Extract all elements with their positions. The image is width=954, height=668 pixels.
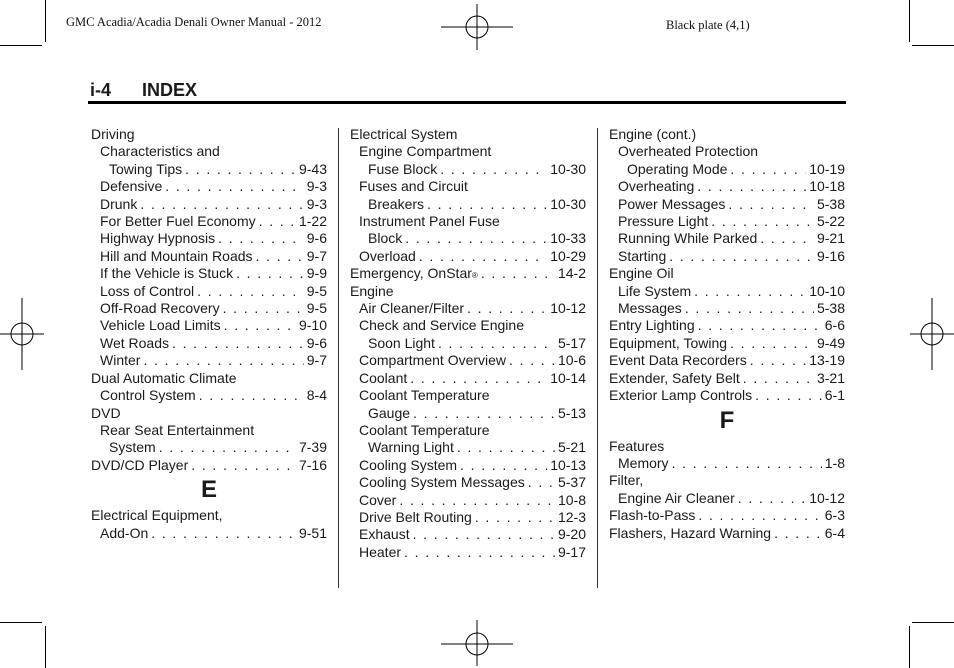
index-entry (350, 213, 586, 230)
index-entry-text: Power Messages (618, 195, 726, 212)
dot-leader (191, 457, 296, 474)
index-entry-text: Flash-to-Pass (609, 507, 696, 524)
index-entry-text: Check and Service Engine (359, 317, 524, 334)
index-entry-text: Event Data Recorders (609, 352, 747, 369)
index-entry-text: Messages (618, 300, 682, 317)
index-entry (91, 248, 327, 265)
crop-mark (912, 622, 954, 623)
dot-leader (697, 178, 806, 195)
index-entry (609, 196, 845, 213)
index-entry-text: Winter (100, 352, 141, 369)
index-entry (609, 472, 845, 489)
index-column-1 (91, 126, 327, 542)
dot-leader (224, 317, 296, 334)
index-entry (609, 352, 845, 369)
index-page-ref: 10-13 (550, 456, 586, 473)
crop-mark (45, 0, 46, 42)
index-entry (91, 457, 327, 474)
index-entry-text: Warning Light (368, 439, 454, 456)
index-entry (609, 248, 845, 265)
index-page-ref: 9-7 (306, 352, 327, 369)
index-entry (350, 439, 586, 456)
index-entry (350, 526, 586, 543)
index-entry (350, 178, 586, 195)
index-entry (91, 143, 327, 160)
index-entry (91, 317, 327, 334)
index-entry-text: Life System (618, 282, 692, 299)
index-entry-text: Engine Oil (609, 265, 674, 282)
index-entry-text: Air Cleaner/Filter (359, 300, 465, 317)
index-entry-text: Engine Compartment (359, 143, 492, 160)
index-entry-text: Instrument Panel Fuse (359, 213, 500, 230)
index-entry (609, 317, 845, 334)
dot-leader (730, 335, 814, 352)
index-entry (609, 438, 845, 455)
column-divider (338, 128, 339, 588)
dot-leader (143, 352, 303, 369)
index-entry (91, 525, 327, 542)
index-entry (91, 196, 327, 213)
dot-leader (165, 178, 304, 195)
registration-mark-icon (910, 298, 954, 370)
index-page-ref: 14-2 (557, 265, 586, 282)
dot-leader (467, 300, 547, 317)
index-entry (609, 230, 845, 247)
index-entry (350, 370, 586, 387)
index-entry-text: Emergency, OnStar (350, 265, 472, 282)
dot-leader (404, 544, 555, 561)
index-page-ref: 10-29 (550, 247, 586, 264)
dot-leader (738, 490, 806, 507)
index-entry-text: If the Vehicle is Stuck (100, 265, 234, 282)
index-page-ref: 9-6 (306, 230, 327, 247)
index-page-ref: 10-10 (809, 282, 845, 299)
index-entry (350, 161, 586, 178)
dot-leader (743, 370, 814, 387)
index-entry-text: Fuse Block (368, 160, 438, 177)
index-entry (91, 213, 327, 230)
index-entry (91, 439, 327, 456)
index-page-ref: 9-49 (816, 334, 845, 351)
index-entry-text: Exhaust (359, 526, 410, 543)
index-column-3 (609, 126, 845, 542)
index-entry (350, 317, 586, 334)
index-page-ref: 10-33 (550, 230, 586, 247)
dot-leader (440, 161, 547, 178)
index-column-2 (350, 126, 586, 561)
dot-leader (399, 492, 555, 509)
index-entry-text: Coolant (359, 369, 408, 386)
index-entry (609, 490, 845, 507)
index-entry (609, 178, 845, 195)
index-entry (91, 387, 327, 404)
dot-leader (185, 161, 296, 178)
index-entry (350, 509, 586, 526)
dot-leader (755, 387, 822, 404)
index-entry (609, 455, 845, 472)
dot-leader (528, 474, 555, 491)
index-entry-text: Block (368, 230, 403, 247)
index-entry (91, 265, 327, 282)
dot-leader (509, 352, 555, 369)
index-entry-text: Defensive (100, 178, 163, 195)
index-letter-heading: E (200, 476, 217, 504)
index-entry-text: Overload (359, 247, 416, 264)
index-entry-text: Fuses and Circuit (359, 178, 468, 195)
index-page-ref: 10-30 (550, 160, 586, 177)
index-page-ref: 6-4 (824, 524, 845, 541)
index-entry-text: Overheated Protection (618, 143, 759, 160)
index-entry (91, 283, 327, 300)
index-entry-text: Electrical Equipment, (91, 507, 223, 524)
dot-leader (457, 439, 555, 456)
dot-leader (405, 230, 547, 247)
index-entry-text: DVD (91, 404, 121, 421)
dot-leader (218, 230, 304, 247)
index-page-ref: 9-6 (306, 334, 327, 351)
index-page-ref: 10-19 (809, 160, 845, 177)
index-entry-text: For Better Fuel Economy (100, 213, 256, 230)
index-entry (91, 422, 327, 439)
dot-leader (750, 352, 806, 369)
index-page-ref: 9-51 (298, 524, 327, 541)
dot-leader (438, 335, 555, 352)
index-page-ref: 5-17 (557, 334, 586, 351)
index-page-ref: 9-10 (298, 317, 327, 334)
dot-leader (197, 283, 304, 300)
dot-leader (711, 213, 814, 230)
index-entry-text: Starting (618, 247, 667, 264)
index-page-ref: 9-21 (816, 230, 845, 247)
index-entry (609, 126, 845, 143)
dot-leader (730, 161, 806, 178)
index-entry-text: Pressure Light (618, 213, 709, 230)
index-page-ref: 8-4 (306, 387, 327, 404)
index-entry-text: Compartment Overview (359, 352, 507, 369)
index-entry (609, 143, 845, 160)
index-entry (609, 300, 845, 317)
index-page-ref: 9-5 (306, 282, 327, 299)
dot-leader (172, 335, 304, 352)
index-page-ref: 10-6 (557, 352, 586, 369)
registration-mark-icon (0, 298, 44, 370)
index-entry-text: Cooling System (359, 456, 458, 473)
index-entry-text: Equipment, Towing (609, 334, 728, 351)
index-entry-text: Operating Mode (627, 160, 728, 177)
index-page-ref: 9-5 (306, 300, 327, 317)
index-entry (91, 161, 327, 178)
index-entry (91, 507, 327, 524)
dot-leader (256, 248, 304, 265)
index-entry-text: Engine (350, 282, 394, 299)
index-entry-text: Cover (359, 491, 397, 508)
index-entry (350, 422, 586, 439)
index-entry-text: Entry Lighting (609, 317, 695, 334)
index-entry (350, 230, 586, 247)
index-entry-text: Off-Road Recovery (100, 300, 220, 317)
index-entry-text: Towing Tips (109, 160, 183, 177)
section-header (90, 80, 197, 101)
index-entry-text: Dual Automatic Climate (91, 369, 237, 386)
index-entry-text: Characteristics and (100, 143, 220, 160)
index-page-ref: 9-3 (306, 195, 327, 212)
index-entry-text: Electrical System (350, 126, 458, 142)
header-rule (88, 101, 846, 104)
index-entry-text: Gauge (368, 404, 411, 421)
dot-leader (223, 300, 304, 317)
index-entry (609, 370, 845, 387)
index-entry-text: Rear Seat Entertainment (100, 421, 255, 438)
dot-leader (419, 248, 547, 265)
index-entry (609, 213, 845, 230)
registration-mark-icon (441, 4, 513, 50)
index-entry-text: Heater (359, 543, 402, 560)
dot-leader (413, 526, 555, 543)
index-entry-text: Hill and Mountain Roads (100, 247, 253, 264)
index-entry (350, 283, 586, 300)
crop-mark (45, 626, 46, 668)
index-entry-text: Driving (91, 126, 135, 142)
index-entry-text: Drunk (100, 195, 138, 212)
index-page-ref: 6-3 (824, 507, 845, 524)
index-page-ref: 10-8 (557, 491, 586, 508)
index-entry (350, 492, 586, 509)
crop-mark (0, 622, 42, 623)
dot-leader (760, 230, 814, 247)
index-entry (350, 474, 586, 491)
index-page-ref: 9-7 (306, 247, 327, 264)
section-title: INDEX (142, 80, 198, 100)
index-entry (609, 283, 845, 300)
index-entry-text: Highway Hypnosis (100, 230, 216, 247)
dot-leader (774, 525, 822, 542)
index-entry (609, 507, 845, 524)
dot-leader (236, 265, 304, 282)
index-entry-text: Memory (618, 454, 669, 471)
dot-leader (151, 525, 296, 542)
index-entry (350, 352, 586, 369)
index-entry-text: Drive Belt Routing (359, 508, 472, 525)
index-entry-text: Breakers (368, 195, 425, 212)
index-entry (91, 230, 327, 247)
index-entry (350, 248, 586, 265)
index-entry-text: Extender, Safety Belt (609, 369, 740, 386)
index-page-ref: 7-16 (298, 456, 327, 473)
index-entry (350, 300, 586, 317)
dot-leader (698, 317, 822, 334)
index-page-ref: 10-18 (809, 178, 845, 195)
index-entry-text: Cooling System Messages (359, 474, 525, 491)
dot-leader (728, 196, 814, 213)
dot-leader (685, 300, 814, 317)
index-entry: Emergency, OnStar ® . . . 14-2 (350, 265, 586, 282)
index-page-ref: 12-3 (557, 508, 586, 525)
index-entry (91, 370, 327, 387)
index-entry-text: Vehicle Load Limits (100, 317, 221, 334)
index-page-ref: 5-38 (816, 195, 845, 212)
index-page-ref: 10-14 (550, 369, 586, 386)
index-page-ref: 5-37 (557, 474, 586, 491)
index-entry-text: Coolant Temperature (359, 421, 490, 438)
index-entry-text: Engine Air Cleaner (618, 489, 735, 506)
index-page-ref: 6-6 (824, 317, 845, 334)
dot-leader (199, 387, 304, 404)
index-entry-text: System (109, 439, 156, 456)
index-entry (350, 387, 586, 404)
index-entry (609, 525, 845, 542)
crop-mark (0, 45, 42, 46)
dot-leader (672, 455, 822, 472)
dot-leader (413, 405, 555, 422)
index-page-ref: 10-12 (809, 489, 845, 506)
index-entry-text: Overheating (618, 178, 695, 195)
crop-mark (909, 0, 910, 42)
index-page-ref: 5-13 (557, 404, 586, 421)
index-page-ref: 10-30 (550, 195, 586, 212)
index-page-ref: 13-19 (809, 352, 845, 369)
index-entry-text: Wet Roads (100, 334, 169, 351)
index-entry (609, 335, 845, 352)
dot-leader (669, 248, 814, 265)
index-page-ref: 9-43 (298, 160, 327, 177)
registration-mark-icon (441, 620, 513, 666)
dot-leader (460, 457, 547, 474)
index-entry-text: Filter, (609, 472, 644, 489)
index-entry (609, 161, 845, 178)
crop-mark (909, 626, 910, 668)
dot-leader (259, 213, 296, 230)
manual-title: GMC Acadia/Acadia Denali Owner Manual - 2012 (66, 15, 322, 29)
index-page-ref: 9-20 (557, 526, 586, 543)
index-entry (350, 457, 586, 474)
dot-leader (159, 439, 296, 456)
crop-mark (912, 45, 954, 46)
index-page-ref: 5-21 (557, 439, 586, 456)
index-entry (91, 405, 327, 422)
page-number: i-4 (90, 80, 112, 100)
index-page-ref: 1-22 (298, 213, 327, 230)
index-page-ref: 9-17 (557, 543, 586, 560)
index-entry-text: Soon Light (368, 334, 435, 351)
index-entry (350, 335, 586, 352)
index-entry (350, 196, 586, 213)
index-page-ref: 6-1 (824, 387, 845, 404)
index-page-ref: 3-21 (816, 369, 845, 386)
index-entry (350, 143, 586, 160)
index-entry-text: Flashers, Hazard Warning (609, 524, 772, 541)
index-page-ref: 9-16 (816, 247, 845, 264)
dot-leader (481, 265, 555, 282)
index-entry (609, 387, 845, 404)
index-page-ref: 1-8 (824, 454, 845, 471)
index-page-ref: 10-12 (550, 300, 586, 317)
index-entry-text: Loss of Control (100, 282, 195, 299)
index-entry (350, 126, 586, 143)
index-entry (91, 352, 327, 369)
index-page-ref: 5-22 (816, 213, 845, 230)
index-page-ref: 9-3 (306, 178, 327, 195)
dot-leader (694, 283, 806, 300)
index-entry-text: Add-On (100, 524, 149, 541)
index-entry-text: DVD/CD Player (91, 456, 189, 473)
dot-leader (698, 507, 821, 524)
index-entry-text: Coolant Temperature (359, 387, 490, 404)
dot-leader (427, 196, 547, 213)
index-entry (91, 300, 327, 317)
index-entry-text: Exterior Lamp Controls (609, 387, 753, 404)
index-page-ref: 5-38 (816, 300, 845, 317)
index-entry (350, 405, 586, 422)
dot-leader (410, 370, 547, 387)
index-letter-heading: F (719, 406, 735, 434)
index-page-ref: 7-39 (298, 439, 327, 456)
index-entry-text: Running While Parked (618, 230, 758, 247)
index-entry (91, 335, 327, 352)
index-entry-text: Control System (100, 387, 196, 404)
column-divider (597, 128, 598, 588)
dot-leader (475, 509, 555, 526)
index-page-ref: 9-9 (306, 265, 327, 282)
index-entry-text: Features (609, 437, 665, 454)
index-entry (91, 178, 327, 195)
dot-leader (140, 196, 303, 213)
plate-label: Black plate (4,1) (666, 18, 750, 32)
index-entry (609, 265, 845, 282)
index-entry-text: Engine (cont.) (609, 126, 697, 142)
index-entry (91, 126, 327, 143)
index-entry (350, 544, 586, 561)
